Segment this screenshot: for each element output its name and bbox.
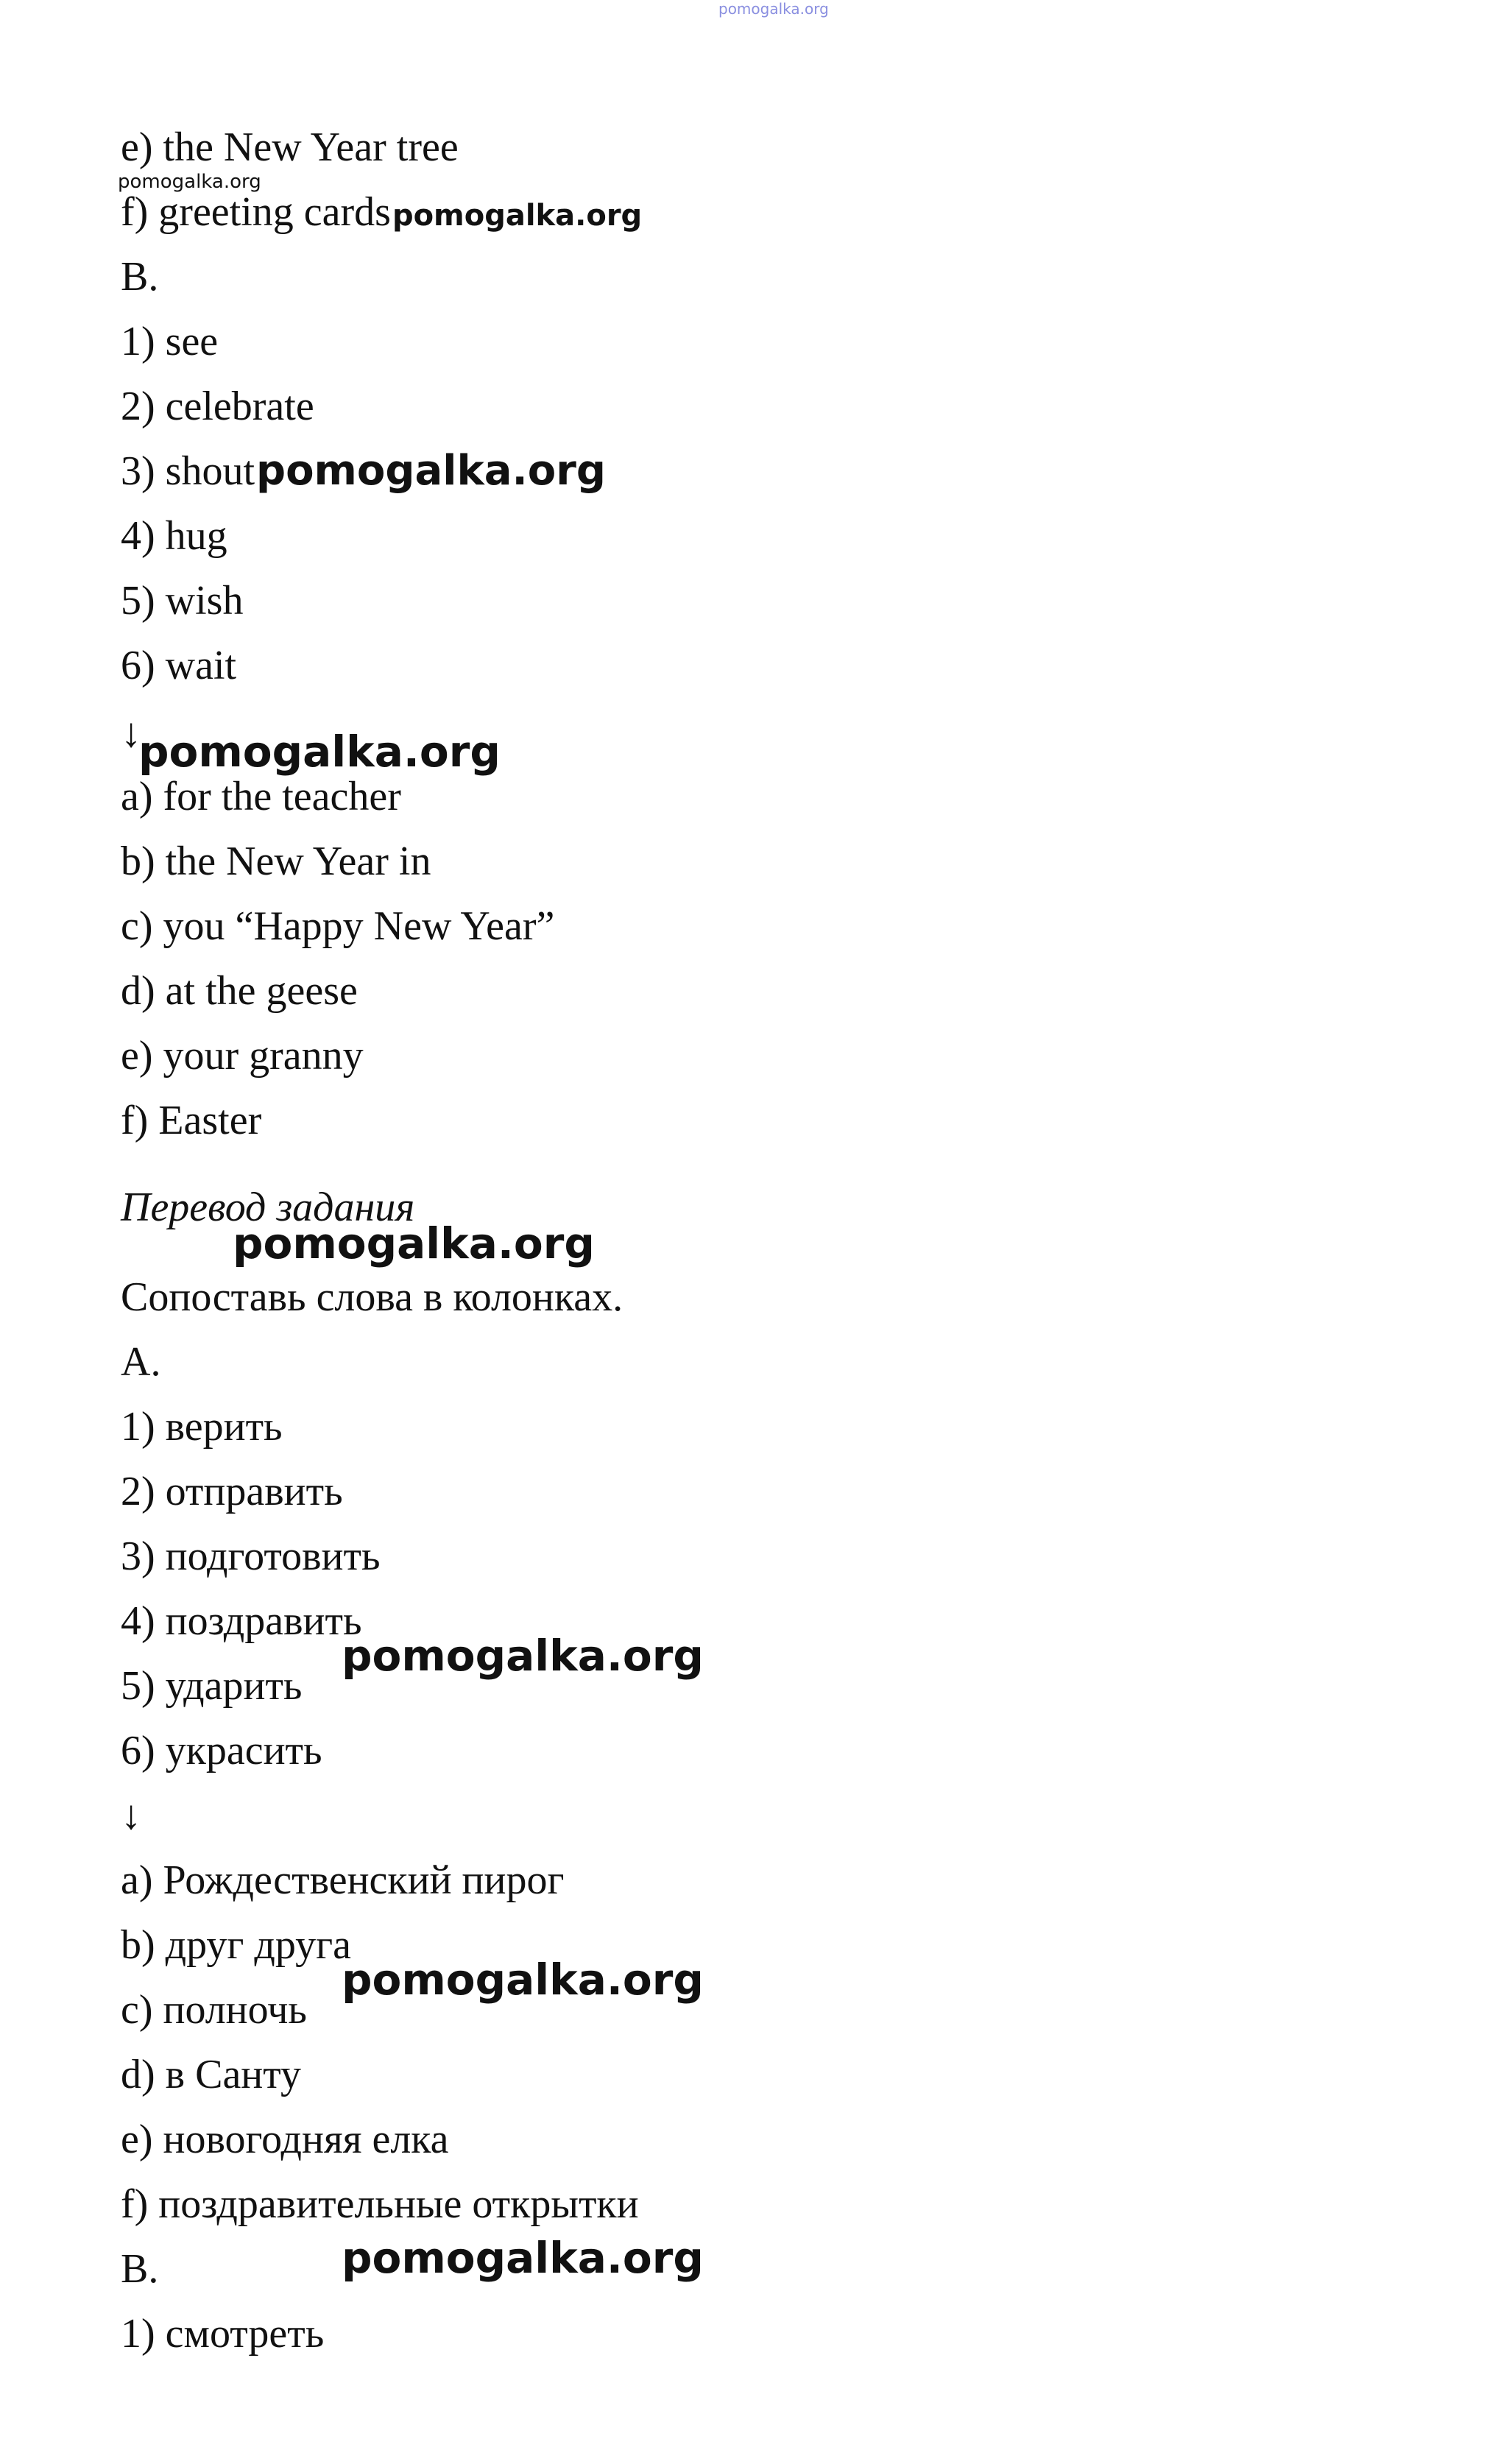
translation-list-a-verb-1: 1) верить (121, 1404, 283, 1450)
watermark-small: pomogalka.org (118, 171, 261, 193)
watermark-inline: pomogalka.org (392, 199, 643, 233)
translation-list-a-verb-4: 4) поздравить (121, 1598, 362, 1644)
translation-ending-a: a) Рождественский пирог (121, 1857, 565, 1903)
list-b-verb-6: 6) wait (121, 643, 237, 688)
arrow-down-icon: ↓ (121, 710, 141, 756)
list-b-ending-e: e) your granny (121, 1033, 364, 1079)
translation-list-b-verb-1: 1) смотреть (121, 2311, 325, 2357)
list-b-ending-d: d) at the geese (121, 968, 358, 1014)
translation-list-b-header: B. (121, 2246, 159, 2292)
list-b-ending-f: f) Easter (121, 1098, 262, 1143)
watermark-inline: pomogalka.org (256, 447, 606, 495)
list-a-item-f (121, 191, 642, 233)
translation-heading: Перевод задания (121, 1185, 415, 1230)
translation-list-a-header: A. (121, 1339, 161, 1385)
list-b-verb-1: 1) see (121, 319, 219, 364)
watermark: pomogalka.org (138, 727, 501, 777)
translation-list-a-verb-2: 2) отправить (121, 1469, 343, 1514)
list-b-verb-3 (121, 447, 606, 495)
watermark: pomogalka.org (342, 2233, 704, 2283)
translation-arrow-down-icon: ↓ (121, 1793, 141, 1838)
list-b-ending-b: b) the New Year in (121, 839, 431, 884)
list-b-ending-c: c) you “Happy New Year” (121, 903, 555, 949)
translation-ending-b: b) друг друга (121, 1922, 351, 1968)
list-b-verb-3-text: 3) shout (121, 448, 255, 494)
translation-list-a-verb-6: 6) украсить (121, 1728, 322, 1773)
translation-ending-c: c) полночь (121, 1987, 307, 2033)
watermark: pomogalka.org (342, 1631, 704, 1681)
list-a-item-f-text: f) greeting cards (121, 189, 391, 235)
translation-instruction: Сопоставь слова в колонках. (121, 1274, 623, 1320)
list-b-verb-5: 5) wish (121, 578, 244, 624)
watermark: pomogalka.org (342, 1955, 704, 2005)
list-b-verb-4: 4) hug (121, 513, 227, 559)
list-a-item-e: e) the New Year tree (121, 124, 459, 170)
translation-list-a-verb-5: 5) ударить (121, 1663, 303, 1709)
translation-list-a-verb-3: 3) подготовить (121, 1533, 381, 1579)
translation-ending-f: f) поздравительные открытки (121, 2181, 639, 2227)
translation-ending-d: d) в Санту (121, 2052, 301, 2097)
translation-ending-e: e) новогодняя елка (121, 2117, 449, 2162)
watermark: pomogalka.org (233, 1218, 595, 1268)
watermark-top: pomogalka.org (718, 0, 829, 18)
list-b-header: B. (121, 254, 159, 300)
list-b-ending-a: a) for the teacher (121, 774, 401, 819)
list-b-verb-2: 2) celebrate (121, 384, 314, 429)
